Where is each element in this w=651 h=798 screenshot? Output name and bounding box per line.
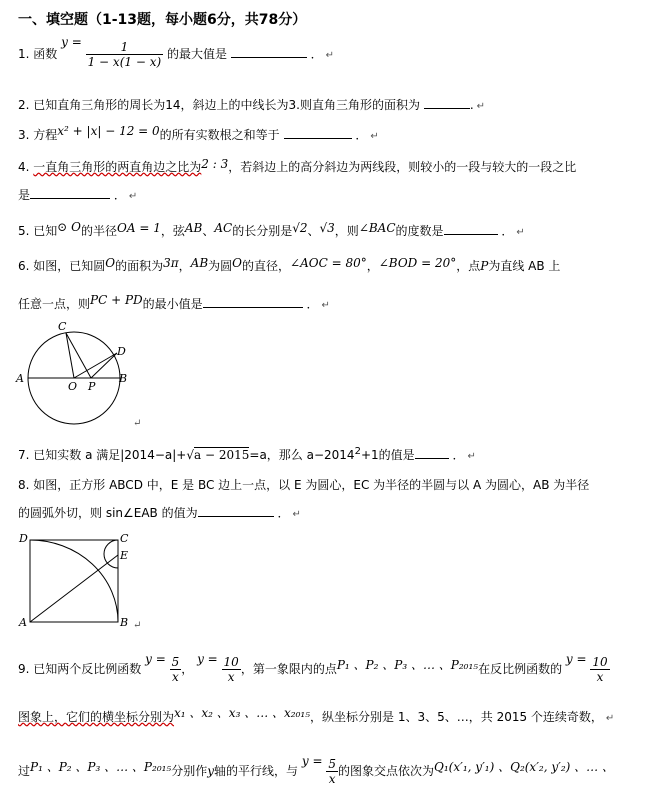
q6-aoc: ∠AOC = 80°: [290, 256, 367, 270]
q9-f1-num: 5: [171, 655, 180, 669]
q1-end: ．: [310, 47, 323, 61]
q9-f2-num: 10: [223, 655, 239, 669]
q6-t1: 的面积为: [115, 259, 164, 273]
q7-sqrt-body: a − 2015: [194, 448, 250, 462]
q7-t2: +1的值是: [360, 448, 415, 462]
question-9-line-3: [18, 754, 614, 786]
return-mark-icon: ↵: [321, 300, 330, 311]
fig1-label-a: A: [16, 372, 24, 385]
q6-end: ．: [306, 297, 319, 311]
q5-t2: ，弦: [160, 224, 185, 238]
q9-f2-den: x: [227, 670, 235, 684]
q9-comma: ，: [181, 662, 194, 676]
q9-f3-y: y =: [565, 652, 587, 666]
q5-t4: 的长分别是: [232, 224, 293, 238]
q9-line3-a: 过: [18, 764, 31, 778]
q1-pre: 函数: [33, 47, 58, 61]
question-2: [18, 96, 485, 113]
q1-num: 1.: [18, 47, 30, 61]
q6-o1: O: [105, 256, 116, 270]
q9-line2-b: ，纵坐标分别是 1、3、5、…，共 2015 个连续奇数，: [310, 710, 603, 724]
q9-line3-c: 轴的平行线，与: [214, 764, 299, 778]
q2-end: .: [469, 98, 474, 112]
q5-t5: 、: [307, 224, 320, 238]
q4-line2: 是: [18, 188, 31, 202]
q9-f4-den: x: [328, 772, 336, 786]
q9-qs: Q₁(x′₁, y′₁) 、Q₂(x′₂, y′₂) 、… 、: [434, 760, 614, 774]
q3-pre: 3. 方程: [18, 128, 58, 142]
q7-answer-blank[interactable]: [415, 447, 449, 459]
question-8-line-2: [18, 504, 301, 521]
q9-points: P₁ 、P₂ 、P₃ 、… 、P₂₀₁₅: [336, 658, 479, 672]
q2-text: 2. 已知直角三角形的周长为14，斜边上的中线长为3.则直角三角形的面积为: [18, 98, 420, 112]
q9-f4-frac: [326, 757, 338, 786]
q6-t5: ，: [366, 259, 379, 273]
q9-f1-y: y =: [145, 652, 166, 666]
q1-frac-num: 1: [86, 40, 164, 55]
q3-answer-blank[interactable]: [284, 127, 352, 139]
q6-p: P: [480, 259, 489, 273]
return-mark-icon: ↵: [476, 101, 486, 112]
q7-end: ．: [452, 448, 465, 462]
q7-pre: 7. 已知实数 a 满足|2014−a|+: [18, 448, 187, 462]
q1-answer-blank[interactable]: [231, 46, 307, 58]
q5-t7: 的度数是: [395, 224, 444, 238]
q5-angle-bac: ∠BAC: [358, 221, 396, 235]
q3-end: ．: [355, 128, 368, 142]
q1-fraction: [86, 40, 164, 69]
q5-oa: OA = 1: [117, 221, 161, 235]
question-1: [18, 35, 335, 69]
q6-bod: ∠BOD = 20°: [378, 256, 457, 270]
q5-sqrt3: √3: [319, 221, 335, 235]
q9-f2-frac: [222, 655, 241, 684]
fig2-label-c: C: [120, 532, 129, 545]
q1-post: 的最大值是: [166, 47, 227, 61]
q5-t1: 的半径: [80, 224, 117, 238]
q7-sqrt-sign: √: [186, 448, 194, 462]
q1-frac-den: 1 − x(1 − x): [87, 55, 162, 69]
fig1-label-o: O: [68, 380, 78, 393]
q6-ab: AB: [190, 256, 209, 270]
q8-answer-blank[interactable]: [198, 505, 274, 517]
question-9-line-2: [18, 708, 614, 725]
question-5: [18, 222, 525, 239]
q9-line3-d: 的图象交点依次为: [338, 764, 435, 778]
q5-t3: 、: [202, 224, 215, 238]
q5-t6: ，则: [334, 224, 359, 238]
q8-end: ．: [277, 506, 290, 520]
return-mark-icon: ↵: [516, 227, 525, 238]
return-mark-icon: ↵: [292, 509, 301, 520]
return-mark-icon: ↵: [370, 131, 379, 142]
fig2-label-e: E: [120, 549, 129, 562]
q9-points-2: P₁ 、P₂ 、P₃ 、… 、P₂₀₁₅: [30, 760, 172, 774]
q9-xs: x₁ 、x₂ 、x₃ 、… 、x₂₀₁₅: [174, 706, 311, 720]
figure-square: [16, 530, 136, 632]
q4-end: ．: [113, 188, 126, 202]
fig1-label-p: P: [88, 380, 96, 393]
q4-num: 4.: [18, 160, 30, 174]
return-mark-icon: ↵: [605, 713, 615, 724]
fig1-label-d: D: [117, 345, 126, 358]
question-4-line-2: [18, 186, 137, 203]
question-4: [18, 158, 576, 175]
q2-answer-blank[interactable]: [424, 97, 470, 109]
q9-f3-den: x: [596, 670, 604, 684]
q4-text-c: ，若斜边上的高分斜边为两线段，则较小的一段与较大的一段之比: [228, 160, 577, 174]
fig2-ae: [30, 555, 118, 622]
q6-area: 3π: [163, 256, 179, 270]
question-9: [18, 652, 610, 684]
q8-line1: 8. 如图，正方形 ABCD 中，E 是 BC 边上一点，以 E 为圆心，EC 为半径的半圆与以 A 为圆心，AB 为半径: [18, 478, 590, 492]
q9-f3-frac: [590, 655, 609, 684]
fig2-label-d: D: [19, 532, 28, 545]
fig2-label-a: A: [19, 616, 27, 629]
q6-line2-a: 任意一点，则: [18, 297, 91, 311]
q9-line3-b: 分别作: [171, 764, 208, 778]
q9-f4-y: y =: [301, 754, 323, 768]
q9-y: y: [207, 764, 215, 778]
q3-post: 的所有实数根之和等于: [159, 128, 280, 142]
q3-equation: x² + |x| − 12 = 0: [57, 124, 160, 138]
q4-ratio: 2 : 3: [201, 157, 229, 171]
section-title: 一、填空题（1-13题，每小题6分，共78分）: [18, 12, 307, 28]
q6-t7: 为直线 AB 上: [488, 259, 561, 273]
q5-ac: AC: [214, 221, 233, 235]
question-7: [18, 446, 476, 463]
q9-f3-num: 10: [592, 655, 608, 669]
q9-f1-den: x: [172, 670, 179, 684]
q5-sqrt2: √2: [292, 221, 308, 235]
q6-t3: 为圆: [208, 259, 233, 273]
q6-t6: ，点: [456, 259, 481, 273]
fig2-quarter-arc: [30, 540, 118, 622]
q9-f4-num: 5: [328, 757, 337, 771]
q5-answer-blank[interactable]: [444, 223, 498, 235]
q8-line2: 的圆弧外切，则 sin∠EAB 的值为: [18, 506, 198, 520]
q6-expr: PC + PD: [90, 293, 143, 307]
question-6-line-2: [18, 295, 330, 312]
question-3: [18, 126, 379, 143]
question-6: [18, 257, 560, 274]
q5-circle: ⊙ O: [57, 220, 81, 234]
return-mark-icon: ↵: [133, 620, 142, 631]
q5-pre: 5. 已知: [18, 224, 58, 238]
q7-sup: 2: [354, 446, 361, 457]
q9-t1: ，第一象限内的点: [240, 662, 337, 676]
return-mark-icon: ↵: [467, 451, 476, 462]
q5-ab: AB: [184, 221, 203, 235]
q5-end: ．: [501, 224, 514, 238]
q6-o2: O: [232, 256, 243, 270]
return-mark-icon: ↵: [325, 50, 335, 61]
q9-f1-frac: [170, 655, 182, 684]
q4-text-a: 一直角三角形的两直角边之比为: [33, 160, 202, 174]
fig2-square: [30, 540, 118, 622]
q6-line2-b: 的最小值是: [142, 297, 203, 311]
figure-circle: [14, 318, 144, 430]
question-8: [18, 476, 589, 493]
q4-answer-blank[interactable]: [30, 187, 110, 199]
q9-pre: 9. 已知两个反比例函数: [18, 662, 142, 676]
q6-answer-blank[interactable]: [203, 296, 303, 308]
q7-t1: =a，那么 a−2014: [249, 448, 355, 462]
fig1-label-c: C: [58, 320, 67, 333]
return-mark-icon: ↵: [133, 418, 142, 429]
q6-t2: ，: [178, 259, 191, 273]
q9-line2-a: 图象上，它们的横坐标分别为: [18, 710, 175, 724]
fig1-label-b: B: [119, 372, 128, 385]
q1-func-y: y =: [61, 35, 82, 49]
q9-f2-y: y =: [197, 652, 218, 666]
q9-t2: 在反比例函数的: [478, 662, 563, 676]
fig2-label-b: B: [120, 616, 129, 629]
q6-t4: 的直径，: [242, 259, 291, 273]
return-mark-icon: ↵: [128, 191, 138, 202]
q6-pre: 6. 如图，已知圆: [18, 259, 106, 273]
